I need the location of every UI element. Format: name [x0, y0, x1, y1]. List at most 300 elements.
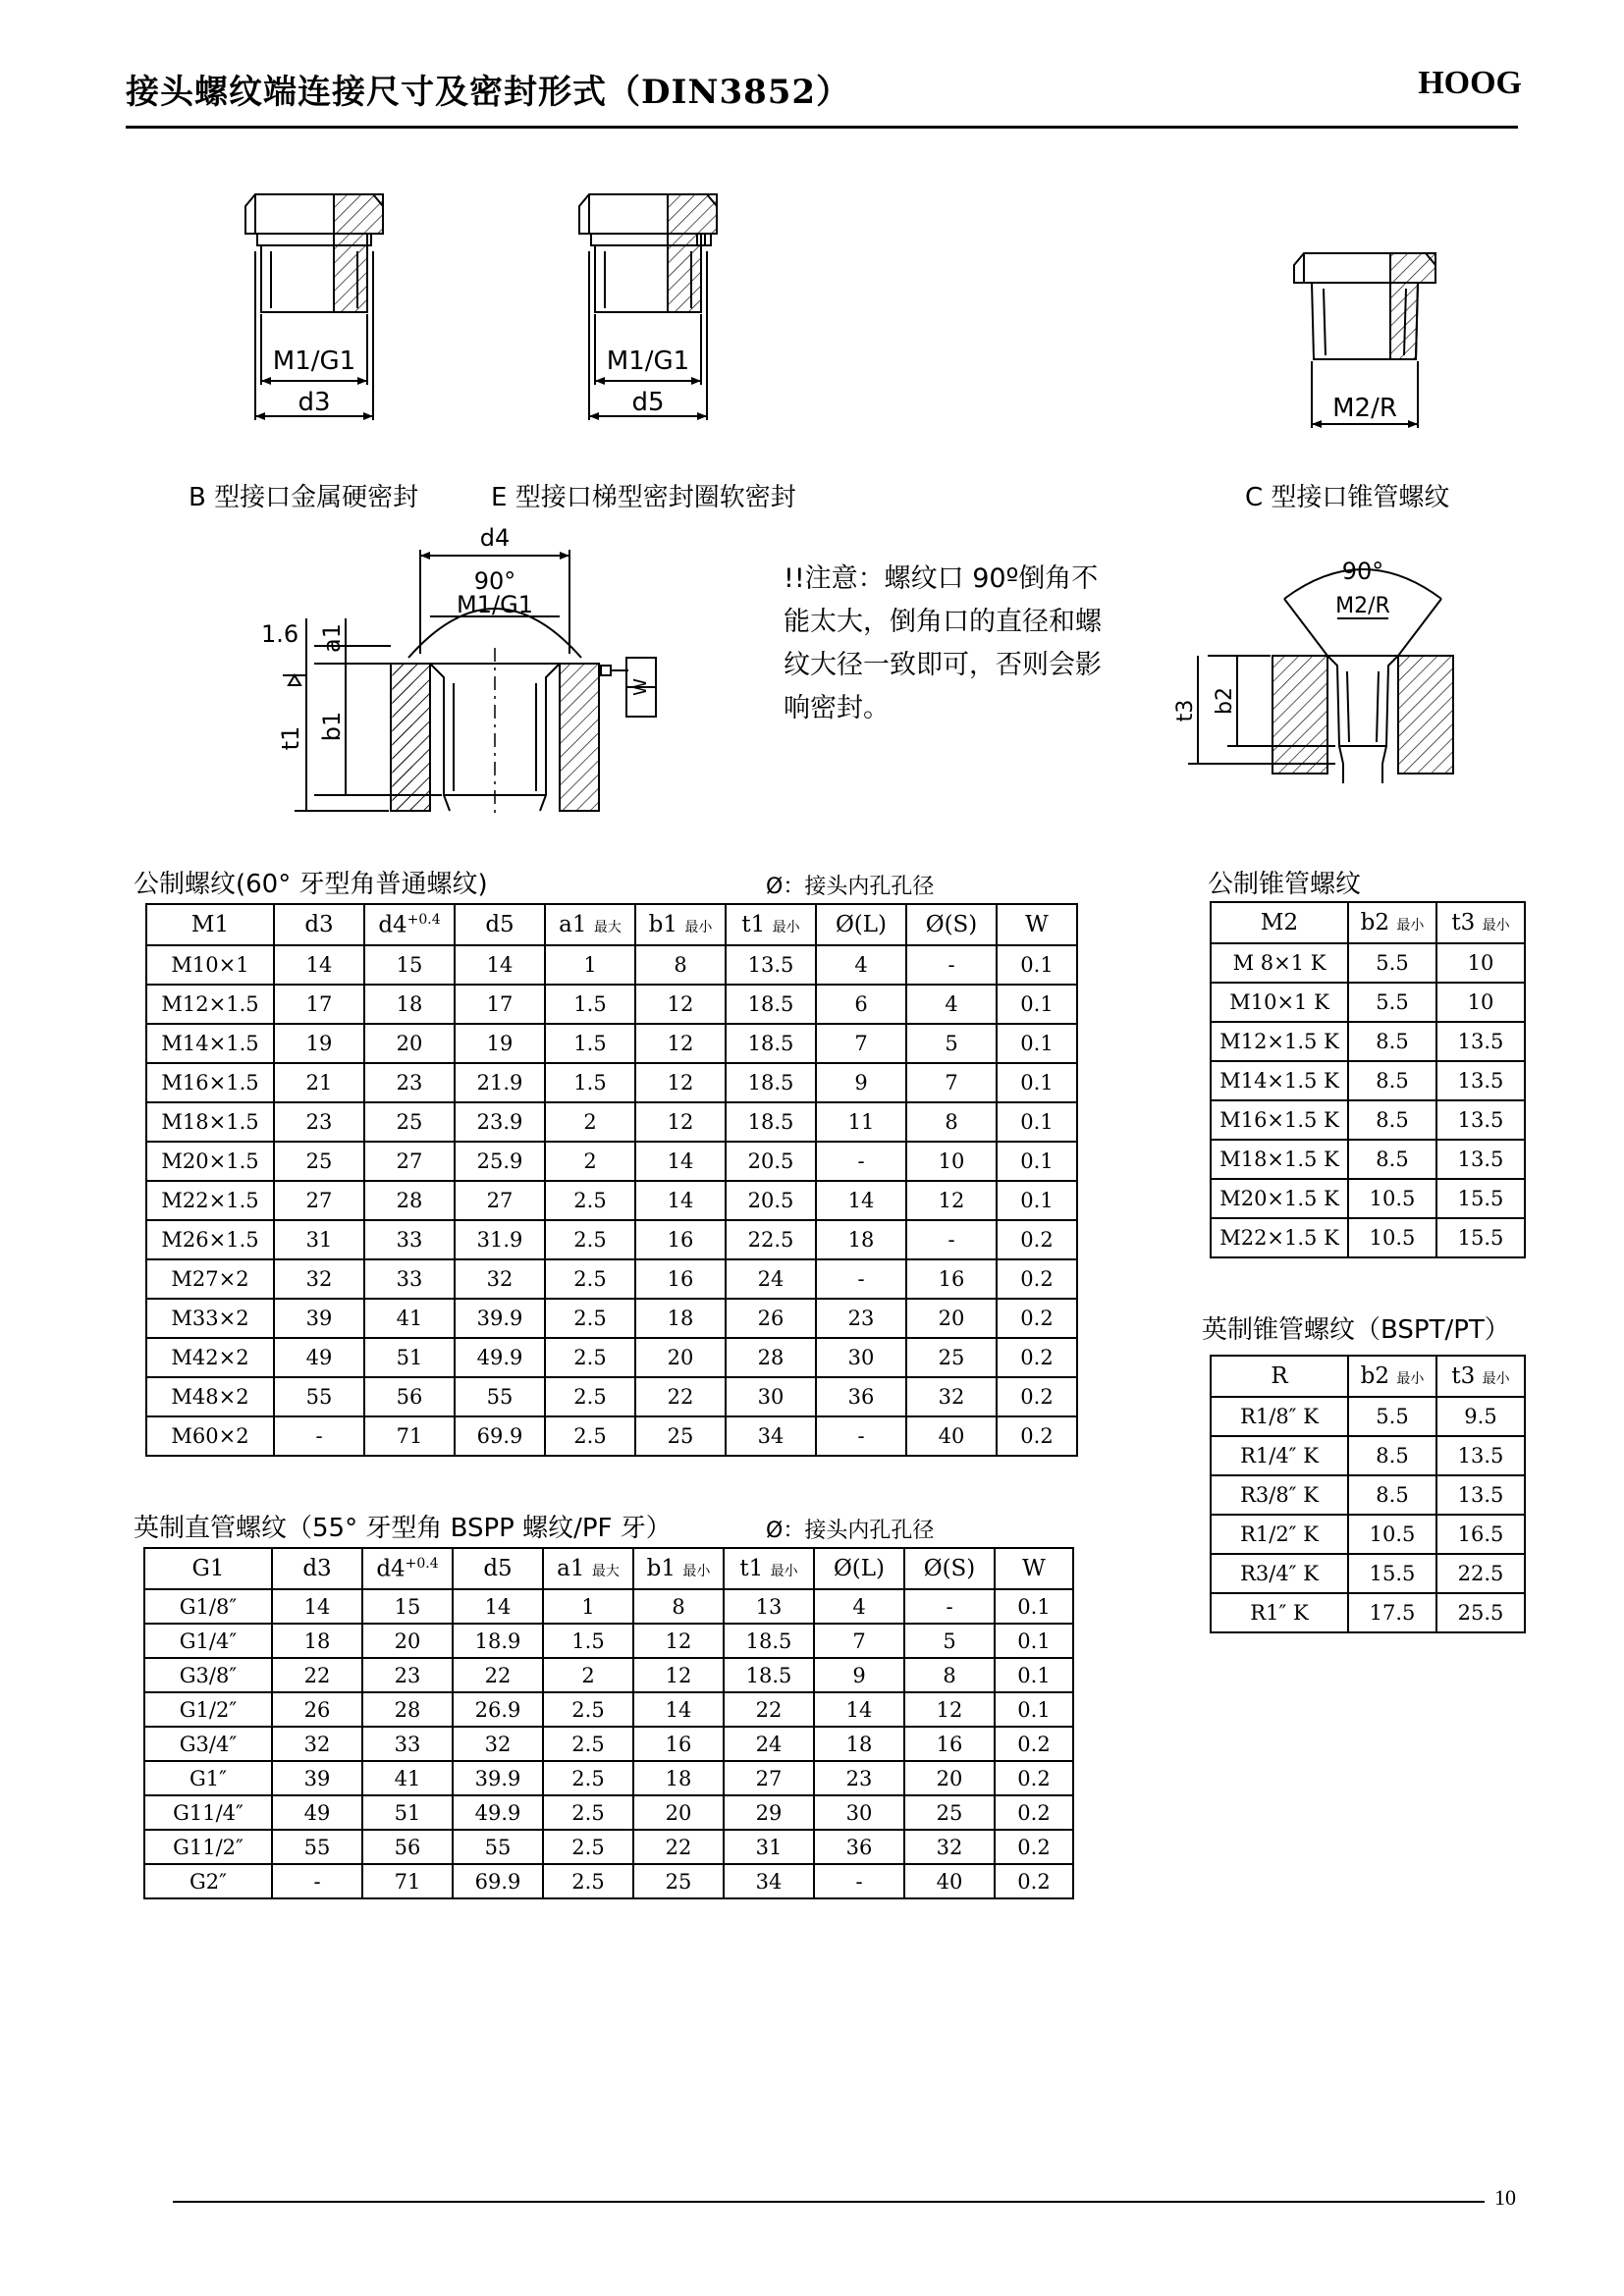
table-row	[1211, 1475, 1525, 1515]
table-cell: 2.5	[543, 1795, 633, 1830]
table-cell: 13.5	[726, 945, 816, 985]
table-row	[144, 1761, 1073, 1795]
table-row	[146, 1259, 1077, 1299]
port-metric-drawing	[255, 520, 707, 815]
table-cell: 8.5	[1348, 1100, 1436, 1140]
column-header	[272, 1548, 362, 1589]
table-cell: 18	[633, 1761, 724, 1795]
table-cell: 2.5	[545, 1299, 635, 1338]
table-cell: 39.9	[453, 1761, 543, 1795]
table-row	[1211, 1179, 1525, 1218]
table-cell: 2.5	[543, 1727, 633, 1761]
table-cell: 12	[635, 985, 726, 1024]
table-cell: 55	[453, 1830, 543, 1864]
table-cell: 1	[543, 1589, 633, 1624]
e-type-thread-label: M1/G1	[606, 347, 690, 376]
table-cell: 22	[272, 1658, 362, 1692]
table-cell: 2.5	[543, 1692, 633, 1727]
column-header-label: t1	[739, 1556, 764, 1581]
table-row	[1211, 943, 1525, 983]
table-cell: 7	[814, 1624, 904, 1658]
port-t1-label: t1	[277, 725, 304, 751]
table-cell: R1/2″ K	[1211, 1515, 1348, 1554]
table-cell: M16×1.5 K	[1211, 1100, 1348, 1140]
column-header-label: Ø(L)	[835, 912, 888, 937]
table-cell: 26.9	[453, 1692, 543, 1727]
table-cell: G1/2″	[144, 1692, 272, 1727]
port-roughness-label: 1.6	[261, 620, 299, 648]
table-cell: 39.9	[455, 1299, 545, 1338]
table-cell: 19	[455, 1024, 545, 1063]
table-cell: 36	[816, 1377, 906, 1416]
page-title: 接头螺纹端连接尺寸及密封形式（DIN3852）	[126, 73, 851, 112]
table-row	[1211, 1022, 1525, 1061]
table-cell: M60×2	[146, 1416, 274, 1456]
column-header-label: d4	[378, 912, 407, 938]
table-cell: 49.9	[455, 1338, 545, 1377]
table-cell: 1.5	[545, 1024, 635, 1063]
table-cell: M20×1.5	[146, 1142, 274, 1181]
table-cell: M42×2	[146, 1338, 274, 1377]
table-cell: 12	[633, 1658, 724, 1692]
table-header-row	[1211, 902, 1525, 943]
column-header-tolerance: +0.4	[406, 911, 441, 928]
column-header-qualifier: 最小	[772, 920, 800, 935]
column-header-qualifier: 最小	[770, 1564, 798, 1579]
table-cell: 12	[635, 1063, 726, 1102]
column-header	[1348, 1356, 1436, 1397]
table-cell: 2.5	[545, 1259, 635, 1299]
table-cell: M 8×1 K	[1211, 943, 1348, 983]
table-cell: 71	[362, 1864, 453, 1898]
table-cell: 5	[906, 1024, 997, 1063]
table-cell: M12×1.5	[146, 985, 274, 1024]
table-cell: 20.5	[726, 1181, 816, 1220]
table-cell: 14	[635, 1142, 726, 1181]
bspp-note: Ø：接头内孔孔径	[766, 1519, 935, 1543]
table-cell: R1″ K	[1211, 1593, 1348, 1632]
table-header-row	[144, 1548, 1073, 1589]
table-cell: 2	[543, 1658, 633, 1692]
table-row	[1211, 1140, 1525, 1179]
table-row	[144, 1864, 1073, 1898]
table-cell: 0.2	[995, 1727, 1073, 1761]
table-cell: 25	[906, 1338, 997, 1377]
table-cell: 14	[635, 1181, 726, 1220]
table-cell: M16×1.5	[146, 1063, 274, 1102]
taper-thread-label: M2/R	[1335, 594, 1390, 618]
table-cell: 49	[274, 1338, 364, 1377]
table-cell: -	[816, 1142, 906, 1181]
table-cell: 4	[816, 945, 906, 985]
column-header-label: t3	[1451, 1363, 1476, 1389]
table-cell: 28	[364, 1181, 455, 1220]
table-cell: 15	[362, 1589, 453, 1624]
column-header	[1348, 902, 1436, 943]
table-cell: 10	[1436, 943, 1525, 983]
table-cell: 8.5	[1348, 1140, 1436, 1179]
table-cell: 14	[633, 1692, 724, 1727]
table-cell: -	[904, 1589, 995, 1624]
table-cell: 12	[904, 1692, 995, 1727]
column-header-label: M2	[1260, 910, 1299, 935]
table-cell: M14×1.5 K	[1211, 1061, 1348, 1100]
column-header	[995, 1548, 1073, 1589]
table-cell: 71	[364, 1416, 455, 1456]
table-cell: 16	[635, 1220, 726, 1259]
table-cell: G3/4″	[144, 1727, 272, 1761]
table-row	[146, 1102, 1077, 1142]
column-header-label: d3	[304, 912, 334, 937]
table-cell: 34	[726, 1416, 816, 1456]
metric-title: 公制螺纹(60° 牙型角普通螺纹)	[134, 870, 488, 899]
metric-note: Ø：接头内孔孔径	[766, 875, 935, 899]
table-cell: 41	[362, 1761, 453, 1795]
table-cell: 5.5	[1348, 943, 1436, 983]
table-cell: 69.9	[455, 1416, 545, 1456]
table-cell: M20×1.5 K	[1211, 1179, 1348, 1218]
table-cell: 10.5	[1348, 1515, 1436, 1554]
table-cell: 1	[545, 945, 635, 985]
table-cell: 21	[274, 1063, 364, 1102]
column-header-label: Ø(S)	[923, 1556, 976, 1581]
table-cell: 31.9	[455, 1220, 545, 1259]
table-cell: 9.5	[1436, 1397, 1525, 1436]
column-header	[1436, 1356, 1525, 1397]
table-cell: 51	[362, 1795, 453, 1830]
table-cell: G3/8″	[144, 1658, 272, 1692]
table-row	[1211, 1436, 1525, 1475]
b-type-dim-label: d3	[298, 388, 331, 417]
table-cell: 51	[364, 1338, 455, 1377]
table-cell: 25.5	[1436, 1593, 1525, 1632]
table-cell: 25.9	[455, 1142, 545, 1181]
table-cell: 22	[724, 1692, 814, 1727]
table-cell: 10.5	[1348, 1218, 1436, 1257]
table-cell: 28	[726, 1338, 816, 1377]
column-header-label: G1	[191, 1556, 225, 1581]
footer-rule	[173, 2201, 1485, 2203]
table-cell: 15.5	[1348, 1554, 1436, 1593]
table-cell: 27	[724, 1761, 814, 1795]
table-cell: 12	[635, 1024, 726, 1063]
table-cell: 2	[545, 1102, 635, 1142]
table-cell: 0.1	[997, 985, 1077, 1024]
table-cell: 20	[906, 1299, 997, 1338]
table-cell: 13.5	[1436, 1061, 1525, 1100]
table-row	[146, 945, 1077, 985]
table-cell: 5	[904, 1624, 995, 1658]
table-cell: 25	[904, 1795, 995, 1830]
column-header	[1436, 902, 1525, 943]
table-cell: M10×1 K	[1211, 983, 1348, 1022]
table-cell: 2.5	[545, 1220, 635, 1259]
table-row	[146, 1299, 1077, 1338]
table-cell: 18	[814, 1727, 904, 1761]
table-row	[144, 1795, 1073, 1830]
port-angle-label: 90°	[473, 567, 516, 595]
column-header-tolerance: +0.4	[405, 1555, 439, 1572]
table-cell: 0.1	[995, 1589, 1073, 1624]
table-cell: 18	[816, 1220, 906, 1259]
column-header	[144, 1548, 272, 1589]
table-cell: 4	[814, 1589, 904, 1624]
table-cell: 13.5	[1436, 1100, 1525, 1140]
table-cell: 0.2	[997, 1338, 1077, 1377]
table-cell: 20	[635, 1338, 726, 1377]
table-cell: 8.5	[1348, 1436, 1436, 1475]
column-header	[906, 904, 997, 945]
table-cell: 0.2	[995, 1795, 1073, 1830]
table-row	[1211, 1515, 1525, 1554]
column-header	[453, 1548, 543, 1589]
table-cell: -	[274, 1416, 364, 1456]
table-row	[144, 1727, 1073, 1761]
b-type-fitting-drawing	[216, 187, 412, 422]
table-cell: 49.9	[453, 1795, 543, 1830]
table-cell: 24	[726, 1259, 816, 1299]
table-cell: 22.5	[1436, 1554, 1525, 1593]
table-cell: 2.5	[545, 1377, 635, 1416]
table-cell: 1.5	[545, 1063, 635, 1102]
port-d4-label: d4	[479, 524, 511, 552]
table-cell: 0.2	[997, 1416, 1077, 1456]
chamfer-note: !!注意：螺纹口 90º倒角不能太大，倒角口的直径和螺纹大径一致即可，否则会影响密封。	[784, 563, 1102, 723]
table-cell: 13	[724, 1589, 814, 1624]
table-cell: 22	[635, 1377, 726, 1416]
table-cell: 8	[635, 945, 726, 985]
column-header-label: Ø(S)	[925, 912, 978, 937]
table-cell: 10.5	[1348, 1179, 1436, 1218]
table-cell: 0.1	[995, 1692, 1073, 1727]
column-header-label: t1	[741, 912, 766, 937]
table-cell: 18.5	[726, 1063, 816, 1102]
table-cell: 18.5	[726, 985, 816, 1024]
table-cell: 14	[814, 1692, 904, 1727]
table-cell: 22	[453, 1658, 543, 1692]
table-row	[146, 1063, 1077, 1102]
table-cell: 2	[545, 1142, 635, 1181]
column-header-label: t3	[1451, 910, 1476, 935]
table-cell: 19	[274, 1024, 364, 1063]
column-header-qualifier: 最大	[593, 920, 622, 935]
table-cell: 25	[274, 1142, 364, 1181]
table-cell: M27×2	[146, 1259, 274, 1299]
table-cell: 20	[904, 1761, 995, 1795]
e-type-fitting-drawing	[550, 187, 746, 422]
table-row	[144, 1589, 1073, 1624]
column-header	[364, 904, 455, 945]
column-header-qualifier: 最大	[591, 1564, 620, 1579]
table-cell: 7	[816, 1024, 906, 1063]
table-cell: 16	[904, 1727, 995, 1761]
table-cell: 20	[364, 1024, 455, 1063]
table-cell: 26	[272, 1692, 362, 1727]
table-cell: G11/2″	[144, 1830, 272, 1864]
table-cell: 0.1	[997, 1181, 1077, 1220]
table-cell: 2.5	[543, 1864, 633, 1898]
table-cell: 8.5	[1348, 1475, 1436, 1515]
table-cell: R3/8″ K	[1211, 1475, 1348, 1515]
column-header	[635, 904, 726, 945]
column-header-label: b1	[646, 1556, 677, 1581]
table-cell: G1/4″	[144, 1624, 272, 1658]
table-cell: 30	[816, 1338, 906, 1377]
table-cell: 15.5	[1436, 1179, 1525, 1218]
table-cell: 2.5	[543, 1761, 633, 1795]
table-cell: 23	[364, 1063, 455, 1102]
table-cell: 36	[814, 1830, 904, 1864]
table-cell: M18×1.5 K	[1211, 1140, 1348, 1179]
table-cell: 24	[724, 1727, 814, 1761]
table-cell: 18.9	[453, 1624, 543, 1658]
bspt-title: 英制锥管螺纹（BSPT/PT）	[1202, 1315, 1510, 1345]
table-cell: 56	[362, 1830, 453, 1864]
table-cell: R3/4″ K	[1211, 1554, 1348, 1593]
column-header-label: W	[1022, 1556, 1046, 1581]
column-header-qualifier: 最小	[684, 920, 713, 935]
table-cell: 13.5	[1436, 1140, 1525, 1179]
table-cell: 0.1	[997, 1142, 1077, 1181]
table-cell: 5.5	[1348, 983, 1436, 1022]
table-cell: -	[814, 1864, 904, 1898]
table-cell: 69.9	[453, 1864, 543, 1898]
table-cell: 0.2	[997, 1377, 1077, 1416]
table-cell: G1/8″	[144, 1589, 272, 1624]
table-cell: 27	[274, 1181, 364, 1220]
port-taper-drawing	[1168, 550, 1492, 785]
table-cell: 14	[816, 1181, 906, 1220]
table-row	[144, 1658, 1073, 1692]
header-rule	[126, 126, 1518, 129]
b-type-thread-label: M1/G1	[272, 347, 356, 376]
table-cell: 0.1	[995, 1658, 1073, 1692]
table-cell: 30	[814, 1795, 904, 1830]
table-row	[144, 1692, 1073, 1727]
bspp-thread-table	[143, 1547, 1074, 1899]
column-header	[997, 904, 1077, 945]
table-cell: 0.2	[995, 1830, 1073, 1864]
table-cell: 6	[816, 985, 906, 1024]
table-header-row	[146, 904, 1077, 945]
table-cell: M22×1.5 K	[1211, 1218, 1348, 1257]
table-cell: 25	[364, 1102, 455, 1142]
table-row	[144, 1830, 1073, 1864]
column-header-label: d5	[485, 912, 514, 937]
table-cell: 14	[274, 945, 364, 985]
table-row	[146, 1377, 1077, 1416]
column-header-label: b1	[648, 912, 678, 937]
table-cell: 55	[455, 1377, 545, 1416]
table-cell: 13.5	[1436, 1022, 1525, 1061]
table-cell: 4	[906, 985, 997, 1024]
column-header-qualifier: 最小	[1482, 1371, 1510, 1387]
brand-name: HOOG	[1418, 65, 1522, 101]
table-row	[146, 1416, 1077, 1456]
column-header	[816, 904, 906, 945]
column-header	[724, 1548, 814, 1589]
table-cell: 16	[906, 1259, 997, 1299]
metric-taper-title: 公制锥管螺纹	[1208, 870, 1362, 899]
table-cell: R1/8″ K	[1211, 1397, 1348, 1436]
table-cell: 2.5	[545, 1338, 635, 1377]
column-header	[543, 1548, 633, 1589]
bspp-title: 英制直管螺纹（55° 牙型角 BSPP 螺纹/PF 牙）	[134, 1514, 672, 1543]
table-cell: R1/4″ K	[1211, 1436, 1348, 1475]
metric-taper-table	[1210, 901, 1526, 1258]
table-cell: G11/4″	[144, 1795, 272, 1830]
metric-thread-table	[145, 903, 1078, 1457]
table-cell: M33×2	[146, 1299, 274, 1338]
table-cell: 22.5	[726, 1220, 816, 1259]
table-row	[144, 1624, 1073, 1658]
table-cell: 18.5	[724, 1624, 814, 1658]
table-cell: 13.5	[1436, 1475, 1525, 1515]
page-number: 10	[1494, 2185, 1516, 2210]
table-cell: 49	[272, 1795, 362, 1830]
c-type-caption: C 型接口锥管螺纹	[1245, 483, 1450, 512]
column-header	[814, 1548, 904, 1589]
table-cell: 5.5	[1348, 1397, 1436, 1436]
table-row	[146, 1220, 1077, 1259]
b-type-caption: B 型接口金属硬密封	[189, 483, 419, 512]
table-cell: 0.2	[997, 1220, 1077, 1259]
column-header-label: R	[1271, 1363, 1288, 1389]
table-row	[146, 1181, 1077, 1220]
column-header-label: d4	[376, 1556, 406, 1582]
port-b1-label: b1	[318, 711, 346, 742]
table-cell: 2.5	[545, 1181, 635, 1220]
table-cell: 15	[364, 945, 455, 985]
table-cell: 23	[362, 1658, 453, 1692]
table-cell: M22×1.5	[146, 1181, 274, 1220]
table-cell: 33	[362, 1727, 453, 1761]
taper-angle-label: 90°	[1341, 558, 1384, 585]
table-cell: 18	[635, 1299, 726, 1338]
table-row	[146, 1024, 1077, 1063]
table-cell: G2″	[144, 1864, 272, 1898]
column-header	[455, 904, 545, 945]
table-cell: 25	[635, 1416, 726, 1456]
column-header	[726, 904, 816, 945]
table-row	[146, 1338, 1077, 1377]
table-cell: -	[816, 1259, 906, 1299]
table-row	[1211, 1061, 1525, 1100]
table-cell: 32	[906, 1377, 997, 1416]
column-header-label: W	[1025, 912, 1049, 937]
column-header-label: d3	[302, 1556, 332, 1581]
table-cell: -	[906, 945, 997, 985]
table-cell: 1.5	[543, 1624, 633, 1658]
e-type-caption: E 型接口梯型密封圈软密封	[491, 483, 796, 512]
table-cell: 17	[455, 985, 545, 1024]
table-cell: 30	[726, 1377, 816, 1416]
table-cell: 32	[274, 1259, 364, 1299]
table-cell: 41	[364, 1299, 455, 1338]
table-cell: G1″	[144, 1761, 272, 1795]
c-type-fitting-drawing	[1276, 245, 1453, 432]
table-cell: -	[816, 1416, 906, 1456]
table-cell: 20.5	[726, 1142, 816, 1181]
table-cell: 17	[274, 985, 364, 1024]
table-cell: 0.1	[995, 1624, 1073, 1658]
table-cell: 39	[272, 1761, 362, 1795]
table-cell: 32	[904, 1830, 995, 1864]
table-row	[1211, 1218, 1525, 1257]
table-cell: 0.2	[997, 1259, 1077, 1299]
table-cell: M12×1.5 K	[1211, 1022, 1348, 1061]
table-cell: 0.1	[997, 1063, 1077, 1102]
